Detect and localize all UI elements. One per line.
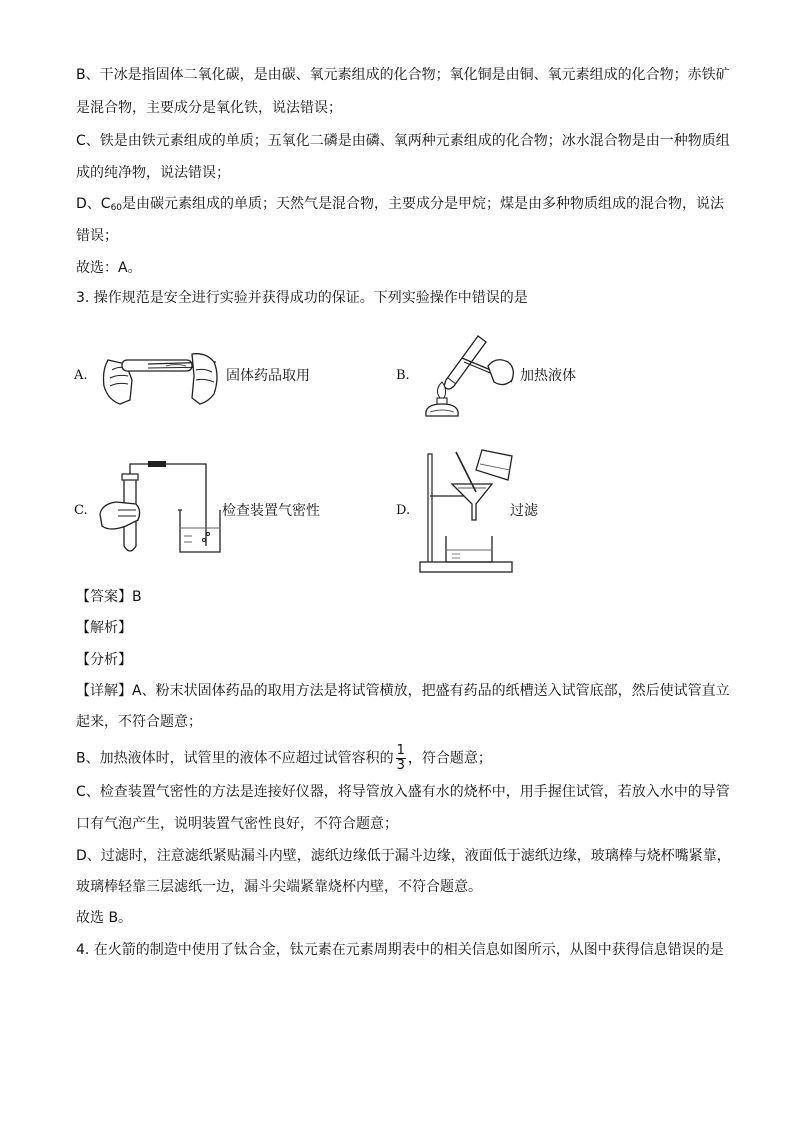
text-fragment: 是由碳元素组成的单质；天然气是混合物，主要成分是甲烷；煤是由多种物质组成的混合物，说法 xyxy=(122,196,725,212)
option-d-label: D. xyxy=(396,503,411,518)
option-c-label: C. xyxy=(74,503,88,518)
fenxi-tag: 【分析】 xyxy=(76,652,132,668)
airtightness-check-figure xyxy=(96,460,220,560)
question-3: 3. 操作规范是安全进行实验并获得成功的保证。下列实验操作中错误的是 xyxy=(76,290,528,306)
text-fragment: D、C xyxy=(76,196,111,212)
text-line: 故选：A。 xyxy=(76,260,142,276)
option-b-caption: 加热液体 xyxy=(520,368,576,384)
detail-line: 起来，不符合题意； xyxy=(76,714,202,730)
filtration-figure xyxy=(420,450,516,574)
text-line: 错误； xyxy=(76,228,118,244)
detail-line: C、检查装置气密性的方法是连接好仪器，将导管放入盛有水的烧杯中，用手握住试管，若放入水中的导管 xyxy=(76,784,730,800)
option-c-caption: 检查装置气密性 xyxy=(222,503,320,519)
fraction xyxy=(396,744,406,773)
fraction-denominator: 3 xyxy=(396,758,405,773)
question-4: 4. 在火箭的制造中使用了钛合金，钛元素在元素周期表中的相关信息如图所示，从图中获得信息错误的是 xyxy=(76,942,724,958)
text-line: B、干冰是指固体二氧化碳，是由碳、氧元素组成的化合物；氧化铜是由铜、氧元素组成的化合物；赤铁矿 xyxy=(76,67,730,83)
jiexi-tag: 【解析】 xyxy=(76,620,132,636)
answer-tag: 【答案】B xyxy=(76,589,142,605)
detail-line: 口有气泡产生，说明装置气密性良好，不符合题意； xyxy=(76,816,398,832)
option-a-label: A. xyxy=(74,368,88,383)
text-fragment: B、加热液体时，试管里的液体不应超过试管容积的 xyxy=(76,750,394,767)
text-line: C、铁是由铁元素组成的单质；五氧化二磷是由磷、氧两种元素组成的化合物；冰水混合物是由一种物质组 xyxy=(76,133,730,149)
option-b-label: B. xyxy=(396,368,410,383)
option-d-caption: 过滤 xyxy=(510,503,538,519)
detail-line: 玻璃棒轻靠三层滤纸一边，漏斗尖端紧靠烧杯内壁，不符合题意。 xyxy=(76,879,482,895)
text-line: 是混合物，主要成分是氧化铁，说法错误； xyxy=(76,100,342,116)
fraction-numerator: 1 xyxy=(396,743,405,758)
option-a-caption: 固体药品取用 xyxy=(226,368,310,384)
text-fragment: ，符合题意； xyxy=(407,750,492,767)
heating-liquid-figure xyxy=(418,328,518,424)
final-answer: 故选 B。 xyxy=(76,910,133,926)
text-line: 成的纯净物，说法错误； xyxy=(76,165,230,181)
detail-line: D、过滤时，注意滤纸紧贴漏斗内壁，滤纸边缘低于漏斗边缘，液面低于滤纸边缘，玻璃棒与烧杯嘴紧靠， xyxy=(76,848,731,864)
text-line xyxy=(76,194,724,218)
test-tube-powder-figure xyxy=(96,340,226,408)
detail-line-fraction xyxy=(76,744,492,773)
subscript: 60 xyxy=(110,203,123,213)
detail-line: 【详解】A、粉末状固体药品的取用方法是将试管横放，把盛有药品的纸槽送入试管底部，然后使试管直立 xyxy=(76,683,730,699)
